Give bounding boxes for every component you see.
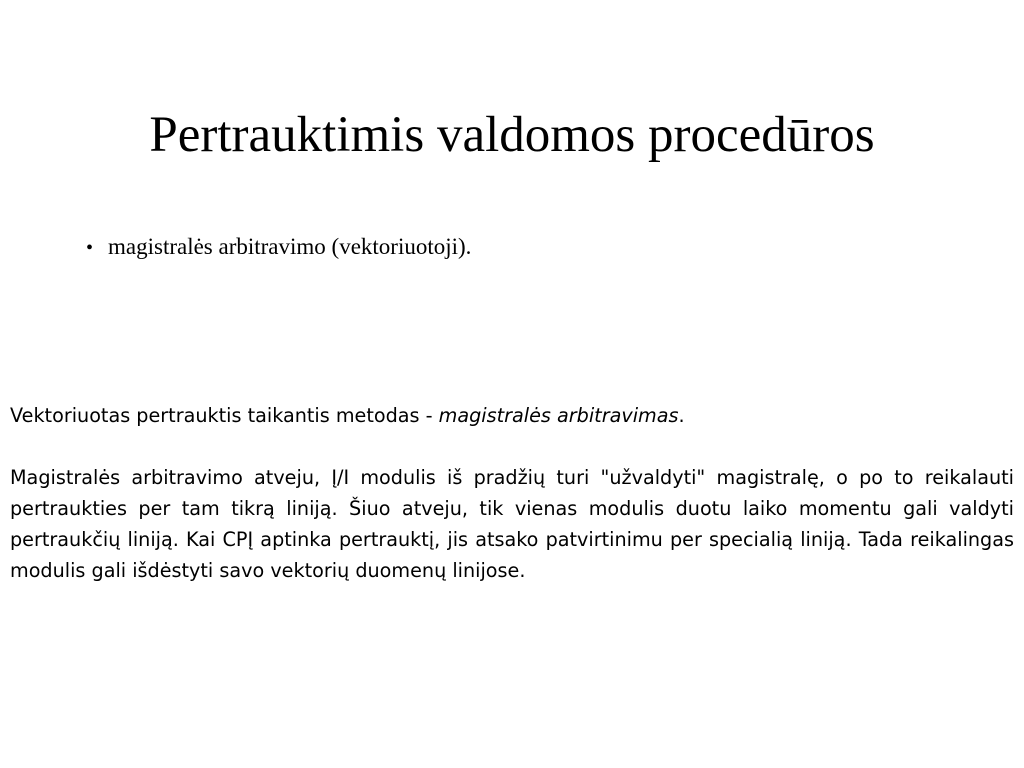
notes-intro [10, 400, 1014, 431]
notes-intro-text: Vektoriuotas pertrauktis taikantis metodas - [10, 404, 439, 427]
notes-intro-emphasis: magistralės arbitravimas [438, 404, 679, 427]
slide-title: Pertrauktimis valdomos procedūros [149, 107, 875, 163]
bullet-text: magistralės arbitravimo (vektoriuotoji). [108, 234, 472, 259]
paragraph-spacer [10, 431, 1014, 462]
notes-section [10, 400, 1014, 586]
bullet-item [86, 230, 471, 265]
bullet-dot-icon: • [86, 237, 94, 259]
bullet-list [86, 230, 471, 265]
notes-intro-end: . [678, 404, 685, 427]
notes-paragraph: Magistralės arbitravimo atveju, Į/I modulis iš pradžių turi "užvaldyti" magistralę, o po to reikalauti pertraukties per tam tikrą liniją. Šiuo atveju, tik vienas modulis duotu laiko momentu gali valdyti pertraukčių liniją. Kai CPĮ aptinka pertrauktį, jis atsako patvirtinimu per specialią liniją. Tada reikalingas modulis gali išdėstyti savo vektorių duomenų linijose. [10, 466, 1014, 582]
